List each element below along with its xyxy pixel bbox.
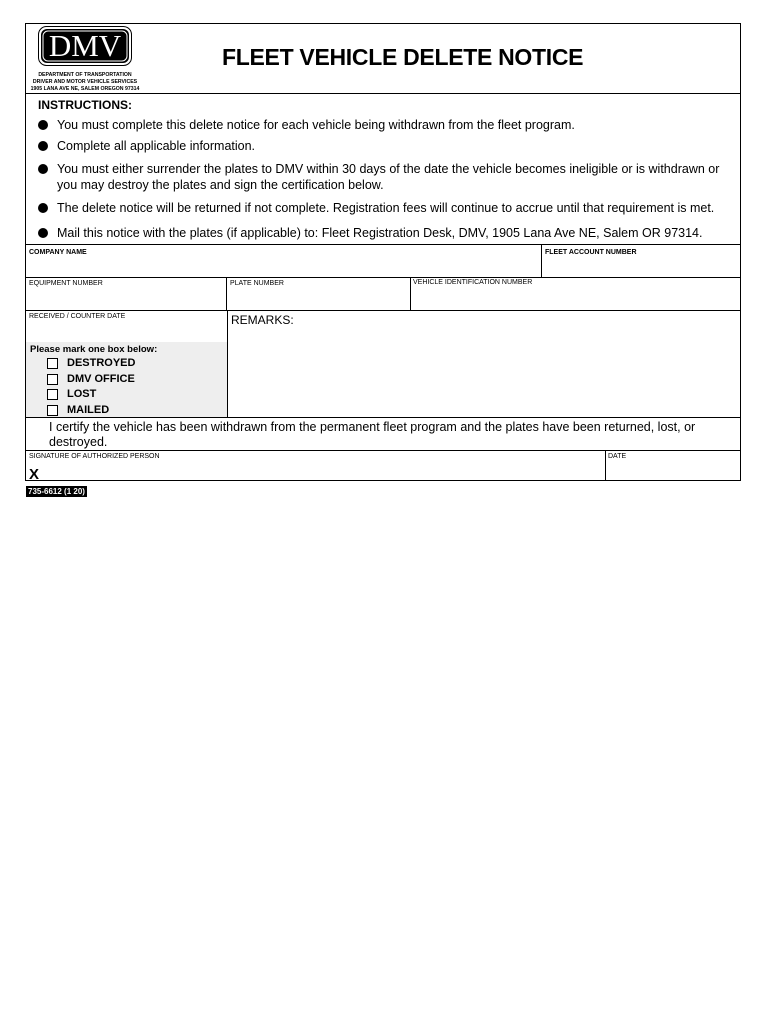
divider (410, 277, 411, 310)
certification-text: I certify the vehicle has been withdrawn from the permanent fleet program and the plates have been returned, lost, or destroyed. (49, 420, 696, 449)
divider (26, 310, 740, 311)
bullet-icon (38, 141, 48, 151)
bullet-icon (38, 164, 48, 174)
checkbox[interactable] (47, 389, 58, 400)
divider (26, 450, 740, 451)
plate-number-field[interactable]: PLATE NUMBER (230, 280, 284, 287)
logo-text: DMV (48, 28, 122, 63)
dmv-logo (38, 26, 132, 66)
bullet-icon (38, 228, 48, 238)
signature-field[interactable]: SIGNATURE OF AUTHORIZED PERSON (29, 453, 160, 460)
divider (26, 277, 740, 278)
dept-line-3: 1905 LANA AVE NE, SALEM OREGON 97314 (30, 86, 140, 92)
form-number: 735-6612 (1 20) (28, 487, 85, 496)
received-date-field[interactable]: RECEIVED / COUNTER DATE (29, 313, 126, 320)
divider (227, 310, 228, 417)
bullet-icon (38, 120, 48, 130)
mark-box-label: Please mark one box below: (30, 344, 158, 355)
checkbox[interactable] (47, 358, 58, 369)
divider (26, 244, 740, 245)
date-field[interactable]: DATE (608, 453, 627, 460)
divider (26, 417, 740, 418)
dept-line-1: DEPARTMENT OF TRANSPORTATION (38, 72, 132, 78)
signature-mark: X (29, 466, 40, 483)
company-name-field[interactable]: COMPANY NAME (29, 249, 87, 256)
department-info (26, 72, 144, 93)
bullet-icon (38, 203, 48, 213)
divider (605, 450, 606, 481)
checkbox[interactable] (47, 405, 58, 416)
header-divider (26, 93, 740, 94)
vin-field[interactable]: VEHICLE IDENTIFICATION NUMBER (413, 279, 533, 286)
instructions-heading: INSTRUCTIONS: (38, 98, 132, 112)
form-title: FLEET VEHICLE DELETE NOTICE (222, 44, 584, 70)
equipment-number-field[interactable]: EQUIPMENT NUMBER (29, 280, 103, 287)
divider (541, 244, 542, 277)
checkbox[interactable] (47, 374, 58, 385)
remarks-field[interactable]: REMARKS: (231, 313, 294, 327)
divider (226, 277, 227, 310)
fleet-vehicle-delete-form: DMV DEPARTMENT OF TRANSPORTATION DRIVER AND MOTOR VEHICLE SERVICES 1905 LANA AVE NE, SALEM OREGON 97314 FLEET VEHICLE DELETE NOTICE INSTRUCTIONS: You must complete this delete notice for each vehicle being withdrawn from the fleet program. Complete all applicable information. You must either surrender the plates to DMV within 30 days of the date the vehicle becomes ineligible or is withdrawn or you may destroy the plates and sign the certification below. The delete notice will be returned if not complete. Registration fees will continue to accrue until that requirement is met. Mail this notice with the plates (if applicable) to: Fleet Registration Desk, DMV, 1905 Lana Ave NE, Salem OR 97314. COMPANY NAME FLEET ACCOUNT NUMBER EQUIPMENT NUMBER PLATE NUMBER VEHICLE IDENTIFICATION NUMBER RECEIVED / COUNTER DATE REMARKS: Please mark one box below: DESTROYED DMV OFFICE LOST MAILED I certify the vehicle has been withdrawn from the permanent fleet program and the plates have been returned, lost, or destroyed. SIGNATURE OF AUTHORIZED PERSON DATE X (25, 23, 741, 481)
dept-line-2: DRIVER AND MOTOR VEHICLE SERVICES (32, 79, 138, 85)
fleet-account-number-field[interactable]: FLEET ACCOUNT NUMBER (545, 249, 637, 256)
